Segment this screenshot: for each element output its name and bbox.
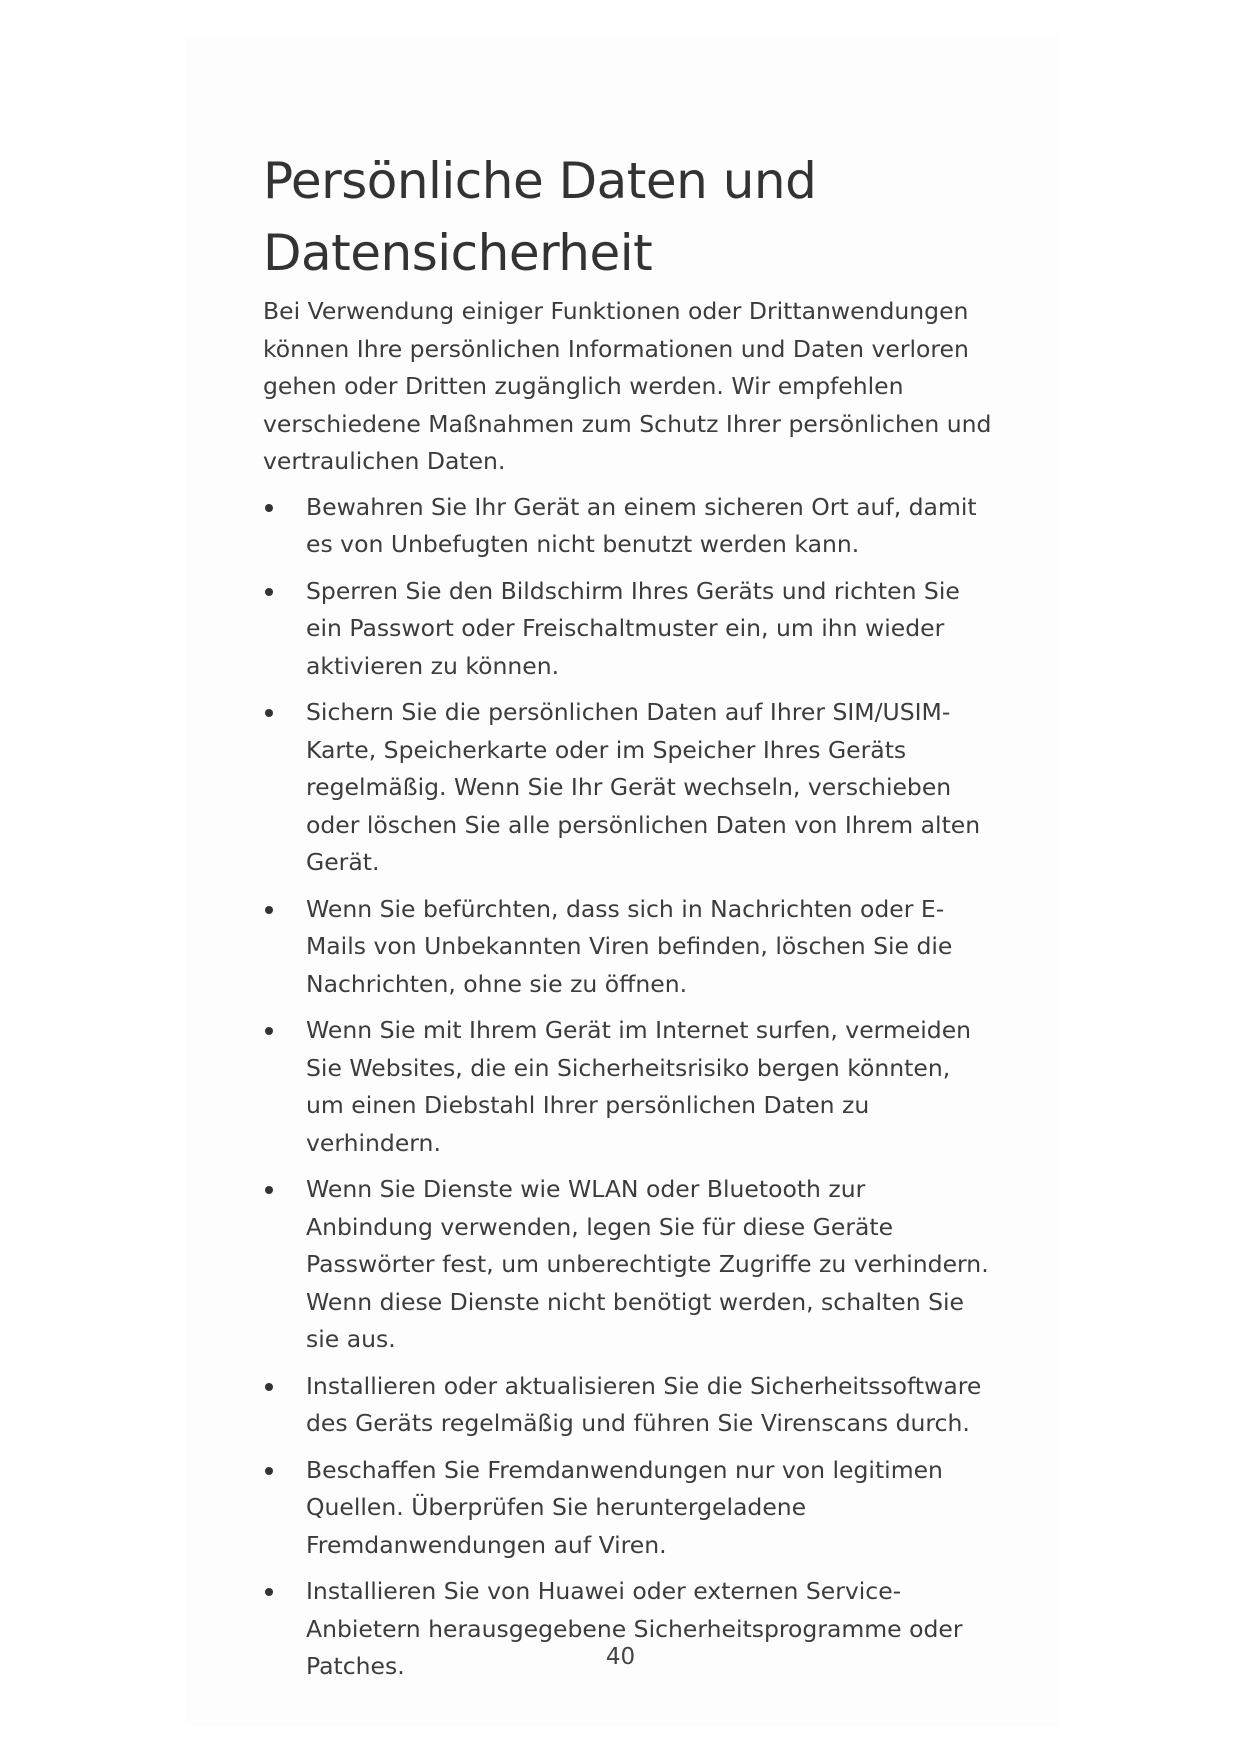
bullet-icon [265, 1588, 273, 1596]
bullet-icon [265, 906, 273, 914]
list-item [263, 891, 993, 1004]
list-item [263, 694, 993, 882]
security-tips-list [263, 489, 993, 1686]
list-item-text: Sichern Sie die persönlichen Daten auf Ihrer SIM/USIM-Karte, Speicherkarte oder im Speicher Ihres Geräts regelmäßig. Wenn Sie Ihr Gerät wechseln, verschieben oder löschen Sie alle persönlichen Daten von Ihrem alten Gerät. [306, 698, 981, 876]
page-title-line-1: Persönliche Daten und [263, 152, 817, 210]
list-item [263, 1452, 993, 1565]
bullet-icon [265, 1027, 273, 1035]
list-item [263, 1012, 993, 1162]
bullet-icon [265, 709, 273, 717]
page-number: 40 [605, 1644, 636, 1670]
list-item-text: Bewahren Sie Ihr Gerät an einem sicheren Ort auf, damit es von Unbefugten nicht benutzt werden kann. [306, 492, 977, 558]
list-item-text: Sperren Sie den Bildschirm Ihres Geräts und richten Sie ein Passwort oder Freischaltmuster ein, um ihn wieder aktivieren zu können. [306, 576, 960, 680]
list-item [263, 1368, 993, 1443]
bullet-icon [265, 1186, 273, 1194]
list-item-text: Wenn Sie Dienste wie WLAN oder Bluetooth zur Anbindung verwenden, legen Sie für diese Geräte Passwörter fest, um unberechtigte Zugriffe zu verhindern. Wenn diese Dienste nicht benötigt werden, schalten Sie sie aus. [306, 1175, 989, 1353]
page-title-line-2: Datensicherheit [263, 224, 653, 282]
bullet-icon [265, 588, 273, 596]
list-item [263, 489, 993, 564]
list-item-text: Installieren Sie von Huawei oder externen Service-Anbietern herausgegebene Sicherheitsprogramme oder Patches. [306, 1577, 963, 1680]
list-item [263, 573, 993, 686]
bullet-icon [265, 1467, 273, 1475]
page-title [263, 145, 993, 289]
page-content [263, 145, 993, 1695]
bullet-icon [265, 1383, 273, 1391]
bullet-icon [265, 504, 273, 512]
list-item [263, 1171, 993, 1359]
list-item-text: Beschaffen Sie Fremdanwendungen nur von legitimen Quellen. Überprüfen Sie heruntergeladene Fremdanwendungen auf Viren. [306, 1455, 943, 1559]
list-item-text: Installieren oder aktualisieren Sie die Sicherheitssoftware des Geräts regelmäßig und führen Sie Virenscans durch. [306, 1371, 982, 1437]
intro-paragraph: Bei Verwendung einiger Funktionen oder Drittanwendungen können Ihre persönlichen Informationen und Daten verloren gehen oder Dritten zugänglich werden. Wir empfehlen verschiedene Maßnahmen zum Schutz Ihrer persönlichen und vertraulichen Daten. [263, 297, 992, 475]
list-item-text: Wenn Sie befürchten, dass sich in Nachrichten oder E-Mails von Unbekannten Viren befinden, löschen Sie die Nachrichten, ohne sie zu öffnen. [306, 894, 953, 998]
list-item-text: Wenn Sie mit Ihrem Gerät im Internet surfen, vermeiden Sie Websites, die ein Sicherheitsrisiko bergen könnten, um einen Diebstahl Ihrer persönlichen Daten zu verhindern. [306, 1016, 972, 1157]
